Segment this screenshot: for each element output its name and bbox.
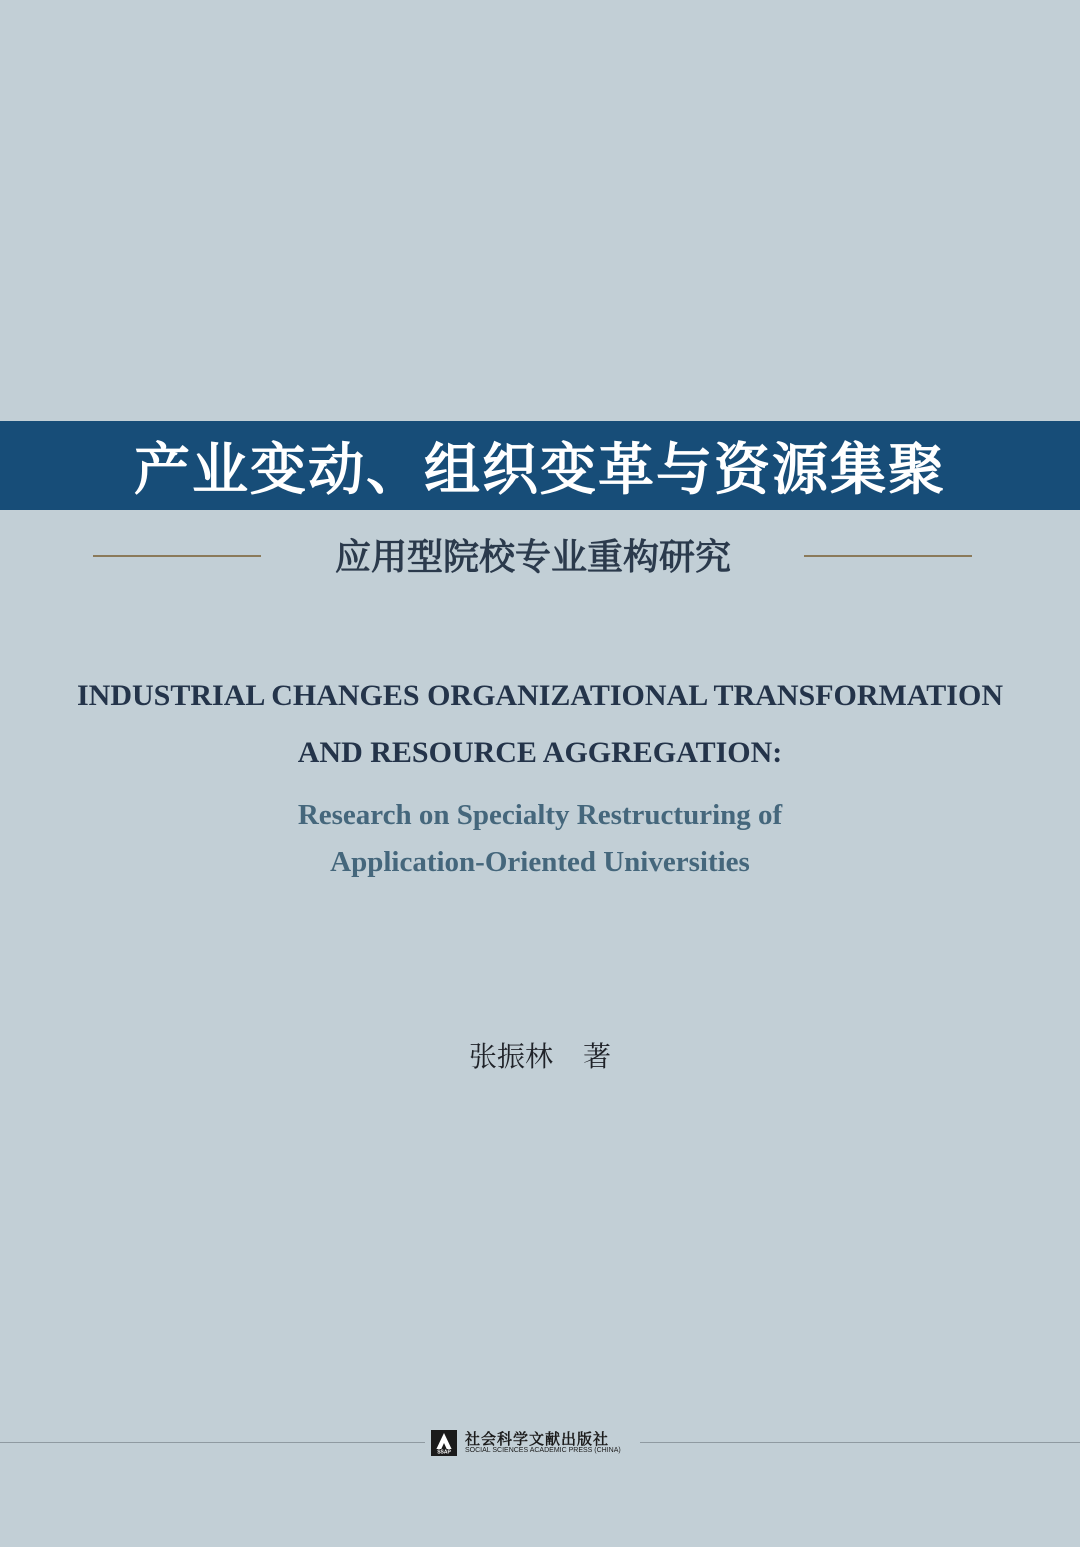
subtitle-rule-right	[804, 555, 972, 557]
subtitle-en-line-2: Application-Oriented Universities	[330, 846, 750, 878]
main-title-cn: 产业变动、组织变革与资源集聚	[134, 436, 946, 503]
publisher-name-en: SOCIAL SCIENCES ACADEMIC PRESS (CHINA)	[465, 1447, 621, 1454]
ssap-logo-icon	[431, 1430, 457, 1456]
subtitle-cn: 应用型院校专业重构研究	[334, 537, 731, 578]
subtitle-rule-left	[93, 555, 261, 557]
bottom-rule-left	[0, 1442, 425, 1443]
title-en-line-2: AND RESOURCE AGGREGATION:	[297, 736, 783, 769]
title-band	[0, 421, 1080, 510]
title-en-line-1: INDUSTRIAL CHANGES ORGANIZATIONAL TRANSFORMATION	[77, 679, 1003, 712]
author-line	[0, 1035, 1080, 1075]
author-name: 张振林	[468, 1040, 553, 1073]
bottom-rule-right	[640, 1442, 1080, 1443]
subtitle-row	[0, 527, 1080, 585]
publisher-name-cn: 社会科学文献出版社	[465, 1430, 610, 1448]
svg-text:SSAP: SSAP	[437, 1449, 451, 1456]
author-role: 著	[583, 1040, 612, 1073]
publisher-block	[431, 1428, 641, 1458]
subtitle-en-line-1: Research on Specialty Restructuring of	[297, 799, 783, 831]
